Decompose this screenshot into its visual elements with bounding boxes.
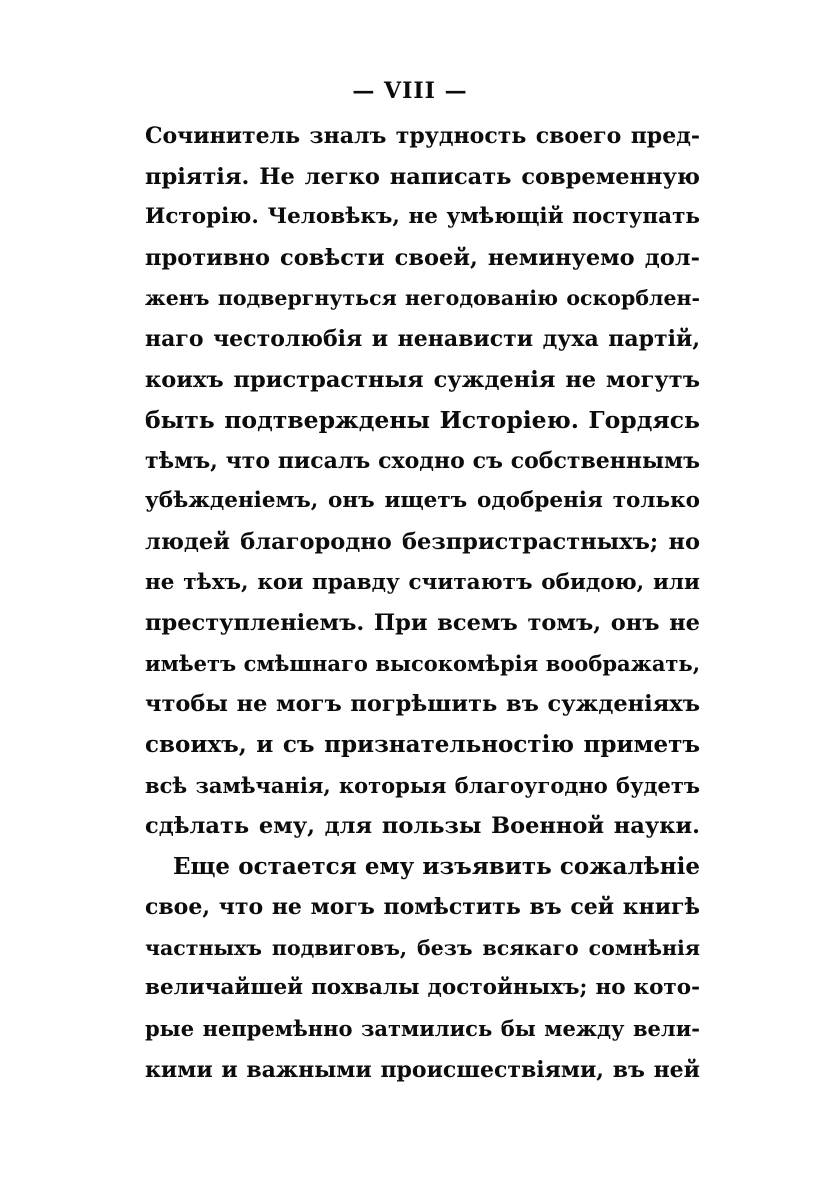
- text-line: тѣмъ, что писалъ сходно съ собственнымъ: [145, 447, 700, 474]
- text-line: Сочинитель зналъ трудность своего пред-: [145, 123, 700, 149]
- text-line: своихъ, и съ признательностію приметъ: [145, 730, 700, 758]
- paragraph-2: [145, 847, 700, 1091]
- text-line: быть подтверждены Исторіею. Гордясь: [145, 406, 700, 435]
- text-line: Еще остается ему изъявить сожалѣніе: [173, 852, 700, 880]
- text-line: величайшей похвалы достойныхъ; но кото-: [145, 975, 700, 1001]
- text-line: женъ подвергнуться негодованію оскорблен-: [145, 286, 700, 311]
- text-line: не тѣхъ, кои правду считаютъ обидою, или: [145, 569, 700, 595]
- text-line: преступленіемъ. При всемъ томъ, онъ не: [145, 610, 700, 637]
- text-line: противно совѣсти своей, неминуемо дол-: [145, 244, 700, 271]
- text-line: пріятія. Не легко написать современную: [145, 163, 700, 190]
- text-line: наго честолюбія и ненависти духа партій,: [145, 325, 700, 352]
- text-line: людей благородно безпристрастныхъ; но: [145, 528, 700, 555]
- text-line: кими и важными происшествіями, въ ней: [145, 1056, 700, 1083]
- paragraph-1: [145, 116, 700, 847]
- text-line: частныхъ подвиговъ, безъ всякаго сомнѣнія: [145, 935, 700, 960]
- text-line: свое, что не могъ помѣстить въ сей книгѣ: [145, 894, 700, 921]
- text-line: рые непремѣнно затмились бы между вели-: [145, 1016, 700, 1042]
- text-line: имѣетъ смѣшнаго высокомѣрія воображать,: [145, 650, 700, 676]
- page-number: — VIII —: [352, 78, 468, 104]
- text-line: коихъ пристрастныя сужденія не могутъ: [145, 366, 700, 393]
- text-line: всѣ замѣчанія, которыя благоугодно будетъ: [145, 772, 700, 798]
- text-line: убѣжденіемъ, онъ ищетъ одобренія только: [145, 488, 700, 514]
- body-text: [145, 116, 700, 1090]
- text-line: Исторію. Человѣкъ, не умѣющій поступать: [145, 204, 700, 230]
- text-line: чтобы не могъ погрѣшить въ сужденіяхъ: [145, 691, 700, 718]
- text-line: сдѣлать ему, для пользы Военной науки.: [145, 813, 700, 840]
